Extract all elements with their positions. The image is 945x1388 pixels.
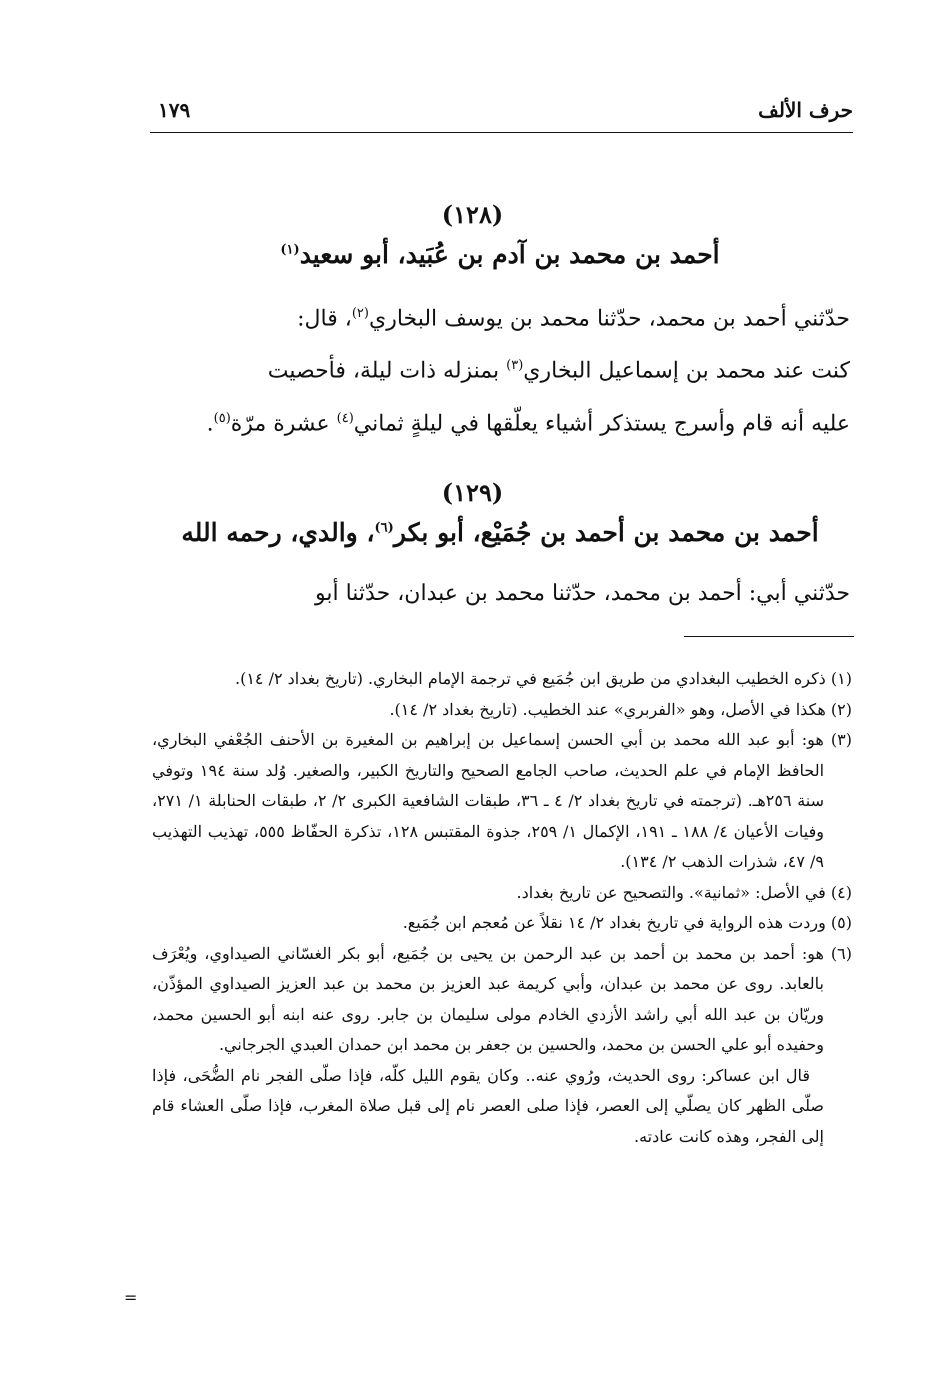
entry-body-128 bbox=[150, 290, 850, 447]
line-text: كنت عند محمد بن إسماعيل البخاري bbox=[523, 358, 850, 384]
line-text: بمنزله ذات ليلة، فأحصيت bbox=[267, 358, 507, 384]
footnote-marker: (١) bbox=[830, 669, 852, 688]
footnote-marker: (٦) bbox=[830, 943, 852, 963]
footnote-ref: (٤) bbox=[336, 410, 354, 426]
footnote-text: وردت هذه الرواية في تاريخ بغداد ٢/ ١٤ نقلاً عن مُعجم ابن جُمَيع. bbox=[402, 913, 826, 932]
footnote-text: في الأصل: «ثمانية». والتصحيح عن تاريخ بغداد. bbox=[516, 882, 826, 902]
footnote-4 bbox=[152, 878, 852, 909]
entry-title-text: أحمد بن محمد بن أحمد بن جُمَيْع، أبو بكر bbox=[393, 518, 819, 547]
page-number: ١٧٩ bbox=[158, 98, 191, 122]
footnote-2 bbox=[152, 695, 852, 726]
footnote-1 bbox=[152, 664, 852, 695]
footnote-text: قال ابن عساكر: روى الحديث، ورُوي عنه.. وكان يقوم الليل كلّه، فإذا صلّى الفجر نام الضُّحَى، فإذا صلّى الظهر كان يصلّي إلى العصر، فإذا صلى العصر نام إلى قبل صلاة المغرب، فإذا صلّى العشاء قام إلى الفجر، وهذه كانت عادته. bbox=[152, 1065, 824, 1146]
margin-mark: = bbox=[124, 1288, 138, 1307]
footnote-text: ذكره الخطيب البغدادي من طريق ابن جُمَيع في ترجمة الإمام البخاري. (تاريخ بغداد ٢/ ١٤). bbox=[234, 669, 826, 688]
entry-number-129: (١٢٩) bbox=[441, 478, 504, 507]
footnote-marker: (٢) bbox=[830, 699, 852, 719]
body-line bbox=[150, 290, 850, 342]
header-rule bbox=[150, 132, 853, 133]
entry-number-128: (١٢٨) bbox=[441, 200, 504, 229]
footnote-6-continuation bbox=[152, 1061, 852, 1153]
line-text: عليه أنه قام وأسرج يستذكر أشياء يعلّقها في ليلةٍ ثماني bbox=[353, 410, 850, 436]
footnote-ref: (٢) bbox=[351, 306, 369, 321]
entry-title-128 bbox=[150, 240, 850, 269]
footnote-ref: (٥) bbox=[213, 410, 231, 426]
line-text: عشرة مرّة bbox=[230, 410, 337, 436]
footnote-ref: (١) bbox=[280, 242, 300, 258]
line-text: . bbox=[206, 410, 214, 436]
footnote-5 bbox=[152, 908, 852, 939]
entry-body-129 bbox=[150, 570, 850, 617]
footnote-6 bbox=[152, 939, 852, 1061]
footnote-text: هو: أحمد بن محمد بن أحمد بن عبد الرحمن بن يحيى بن جُمَيع، أبو بكر الغسّاني الصيداوي، ويُعْرَف بالعابد. روى عن محمد بن عبدان، وأبي كريمة عبد العزيز بن محمد بن عبد العزيز الصيداوي المؤذّن، وريّان بن عبد الله أبي راشد الأزدي الخادم مولى سليمان بن جابر. روى عنه ابنه أبو الحسين محمد، وحفيده أبو علي الحسن بن محمد، والحسين بن جعفر بن محمد ابن حمدان العبدي الجرجاني. bbox=[152, 943, 824, 1054]
footnote-ref: (٣) bbox=[506, 358, 524, 374]
footnote-text: هو: أبو عبد الله محمد بن أبي الحسن إسماعيل بن إبراهيم بن المغيرة بن الأحنف الجُعْفي البخاري، الحافظ الإمام في علم الحديث، صاحب الجامع الصحيح والتاريخ الكبير، والصغير. وُلد سنة ١٩٤ وتوفي سنة ٢٥٦هـ. (ترجمته في تاريخ بغداد ٢/ ٤ ـ ٣٦، طبقات الشافعية الكبرى ٢/ ٢، طبقات الحنابلة ١/ ٢٧١، وفيات الأعيان ٤/ ١٨٨ ـ ١٩١، الإكمال ١/ ٢٥٩، جذوة المقتبس ١٢٨، تذكرة الحفّاظ ٥٥٥، تهذيب التهذيب ٩/ ٤٧، شذرات الذهب ٢/ ١٣٤). bbox=[152, 730, 825, 871]
line-text: ، قال: bbox=[297, 306, 352, 332]
footnotes bbox=[152, 664, 852, 1152]
footnote-ref: (٦) bbox=[374, 520, 394, 536]
body-line bbox=[150, 395, 850, 447]
line-text: حدّثني أحمد بن محمد، حدّثنا محمد بن يوسف البخاري bbox=[368, 306, 850, 332]
footnote-separator bbox=[684, 636, 854, 637]
footnote-text: هكذا في الأصل، وهو «الفربري» عند الخطيب. (تاريخ بغداد ٢/ ١٤). bbox=[389, 699, 826, 719]
footnote-3 bbox=[152, 725, 852, 878]
body-line bbox=[150, 342, 850, 394]
entry-title-tail: ، والدي، رحمه الله bbox=[181, 518, 375, 547]
footnote-marker: (٤) bbox=[830, 882, 852, 902]
body-line: حدّثني أبي: أحمد بن محمد، حدّثنا محمد بن عبدان، حدّثنا أبو bbox=[315, 581, 850, 606]
entry-title-129 bbox=[150, 518, 850, 547]
footnote-marker: (٣) bbox=[830, 730, 853, 749]
running-header-title: حرف الألف bbox=[758, 98, 853, 122]
entry-title-text: أحمد بن محمد بن آدم بن عُبَيد، أبو سعيد bbox=[299, 240, 720, 269]
footnote-marker: (٥) bbox=[830, 913, 852, 932]
